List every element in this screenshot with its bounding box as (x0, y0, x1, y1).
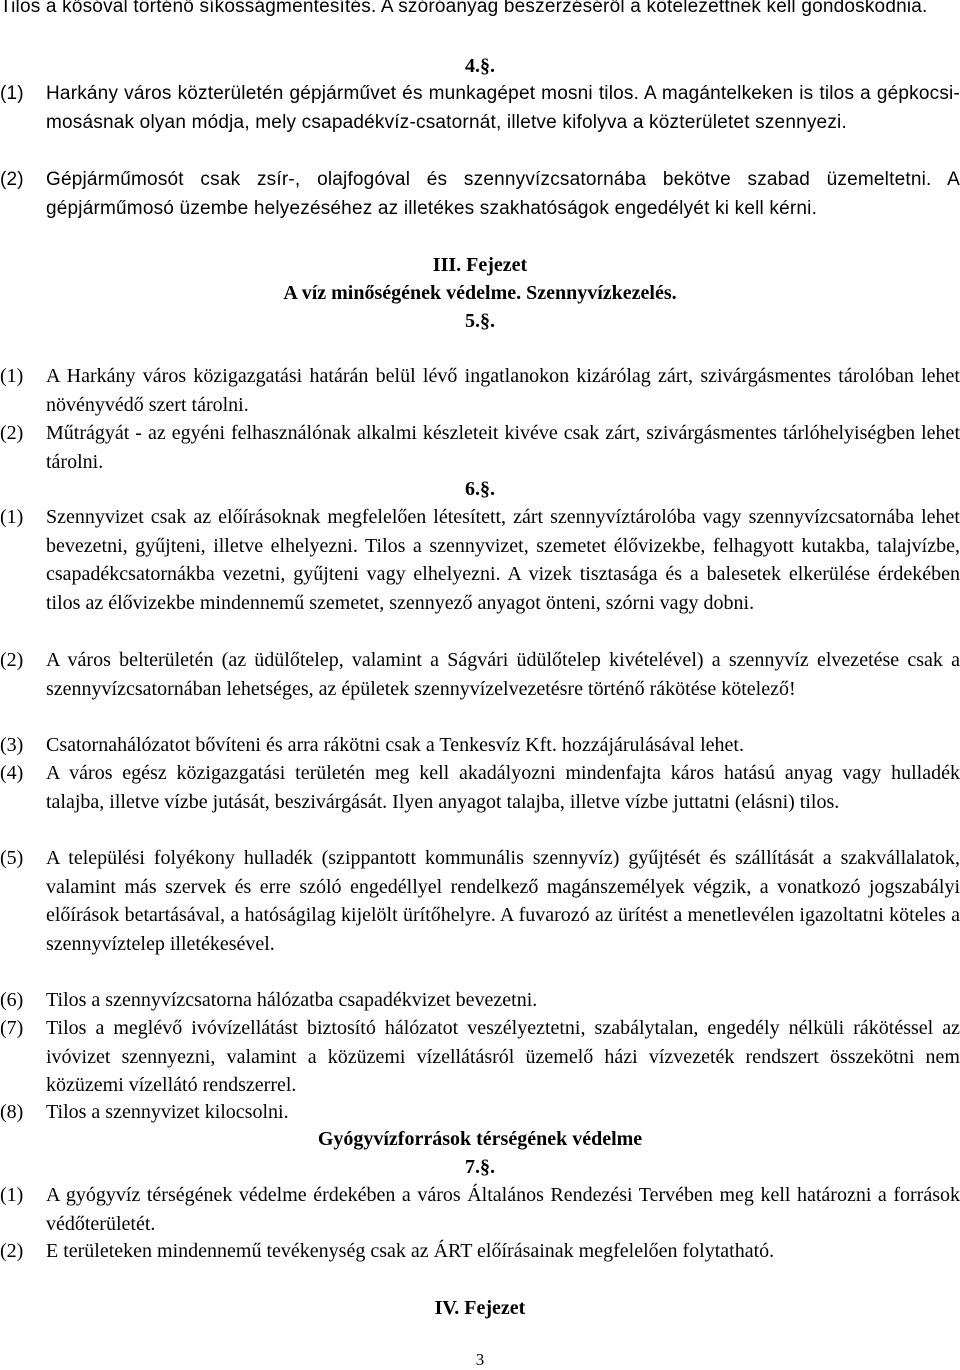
item-number: (3) (0, 734, 24, 756)
item-text: Gépjárműmosót csak zsír-, olajfogóval és szennyvízcsatornába bekötve szabad üzemeltetni. A gépjárműmosó üzembe helyezéséhez az illetékes szakhatóságok engedélyét ki kell kérni. (46, 169, 960, 219)
item-number: (1) (0, 83, 24, 104)
section6-item-3 (0, 731, 960, 760)
item-number: (2) (0, 169, 24, 190)
item-number: (2) (0, 422, 24, 444)
section6-item-6 (0, 986, 960, 1015)
item-number: (2) (0, 649, 24, 671)
item-number: (6) (0, 989, 24, 1011)
item-text: Harkány város közterületén gépjárművet és munkagépet mosni tilos. A magántelkeken is tilos a gépkocsi-mosásnak olyan módja, mely csapadékvíz-csatornát, illetve kifolyva a közterületet szennyezi. (46, 83, 960, 133)
section6-item-5 (0, 844, 960, 959)
section5-item-2 (0, 419, 960, 476)
section-heading-4: 4.§. (465, 55, 495, 77)
item-text: Tilos a szennyvizet kilocsolni. (46, 1101, 289, 1123)
section7-item-2 (0, 1237, 960, 1266)
chapter-title-3: III. Fejezet (432, 254, 528, 276)
section4-item-2 (0, 166, 960, 223)
item-number: (1) (0, 506, 24, 528)
section6-item-2 (0, 646, 960, 703)
item-text: A Harkány város közigazgatási határán belül lévő ingatlanokon kizárólag zárt, szivárgásmentes tárolóban lehet növényvédő szert tárolni. (46, 365, 960, 416)
section6-item-4 (0, 759, 960, 816)
item-text: Csatornahálózatot bővíteni és arra rákötni csak a Tenkesvíz Kft. hozzájárulásával lehet. (46, 734, 744, 756)
section6-item-7 (0, 1014, 960, 1100)
item-text: Tilos a szennyvízcsatorna hálózatba csapadékvizet bevezetni. (46, 989, 538, 1011)
item-text: Szennyvizet csak az előírásoknak megfelelően létesített, zárt szennyvíztárolóba vagy szennyvízcsatornába lehet bevezetni, gyűjteni, illetve elhelyezni. Tilos a szennyvizet, szemetet élővizekbe, felhagyott kutakba, talajvízbe, csapadékcsatornákba vezetni, gyűjteni vagy elhelyezni. A vizek tisztasága és a balesetek elkerülése érdekében tilos az élővizekbe mindennemű szemetet, szennyező anyagot önteni, szórni vagy dobni. (46, 506, 960, 615)
item-text: A gyógyvíz térségének védelme érdekében a város Általános Rendezési Tervében meg kell határozni a források védőterületét. (46, 1184, 960, 1235)
item-number: (5) (0, 847, 24, 869)
item-number: (7) (0, 1017, 24, 1039)
section4-item-1 (0, 80, 960, 137)
spa-protection-title: Gyógyvízforrások térségének védelme (317, 1128, 643, 1150)
section-heading-5: 5.§. (465, 310, 495, 332)
item-text: Tilos a meglévő ivóvízellátást biztosító hálózatot veszélyeztetni, szabálytalan, engedély nélküli rákötéssel az ivóvizet szennyezni, valamint a közüzemi vízellátásról üzemelő házi vízvezeték rendszert összekötni nem közüzemi vízellátó rendszerrel. (46, 1017, 960, 1097)
item-text: Műtrágyát - az egyéni felhasználónak alkalmi készleteit kivéve csak zárt, szivárgásmentes tárlóhelyiségben lehet tárolni. (46, 422, 960, 473)
section-heading-7: 7.§. (465, 1156, 495, 1178)
section-heading-6: 6.§. (465, 478, 495, 500)
item-text: A város egész közigazgatási területén meg kell akadályozni mindenfajta káros hatású anyag vagy hulladék talajba, illetve vízbe jutását, beszivárgását. Ilyen anyagot talajba, illetve vízbe juttatni (elásni) tilos. (46, 762, 960, 813)
chapter-subtitle-3: A víz minőségének védelme. Szennyvízkezelés. (283, 282, 677, 304)
section5-item-1 (0, 362, 960, 419)
item-number: (1) (0, 1184, 24, 1206)
page-number: 3 (475, 1350, 485, 1369)
item-text: E területeken mindennemű tevékenység csak az ÁRT előírásainak megfelelően folytatható. (46, 1240, 775, 1262)
item-number: (2) (0, 1240, 24, 1262)
section6-item-8 (0, 1098, 960, 1127)
item-text: A települési folyékony hulladék (szippantott kommunális szennyvíz) gyűjtését és szállítását a szakvállalatok, valamint más szervek és erre szóló engedéllyel rendelkező magánszemélyek végzik, a vonatkozó jogszabályi előírások betartásával, a hatóságilag kijelölt ürítőhelyre. A fuvarozó az ürítést a menetlevélen igazoltatni köteles a szennyvíztelep illetékesével. (46, 847, 960, 956)
intro-paragraph: Tilos a kősóval történő síkosságmentesítés. A szóróanyag beszerzéséről a kötelezettnek kell gondoskodnia. (0, 0, 928, 17)
item-number: (4) (0, 762, 24, 784)
chapter-title-4: IV. Fejezet (434, 1297, 526, 1319)
item-number: (1) (0, 365, 24, 387)
section6-item-1 (0, 503, 960, 618)
item-number: (8) (0, 1101, 24, 1123)
item-text: A város belterületén (az üdülőtelep, valamint a Ságvári üdülőtelep kivételével) a szennyvíz elvezetése csak a szennyvízcsatornában lehetséges, az épületek szennyvízelvezetésre történő rákötése kötelező! (46, 649, 960, 700)
section7-item-1 (0, 1181, 960, 1238)
